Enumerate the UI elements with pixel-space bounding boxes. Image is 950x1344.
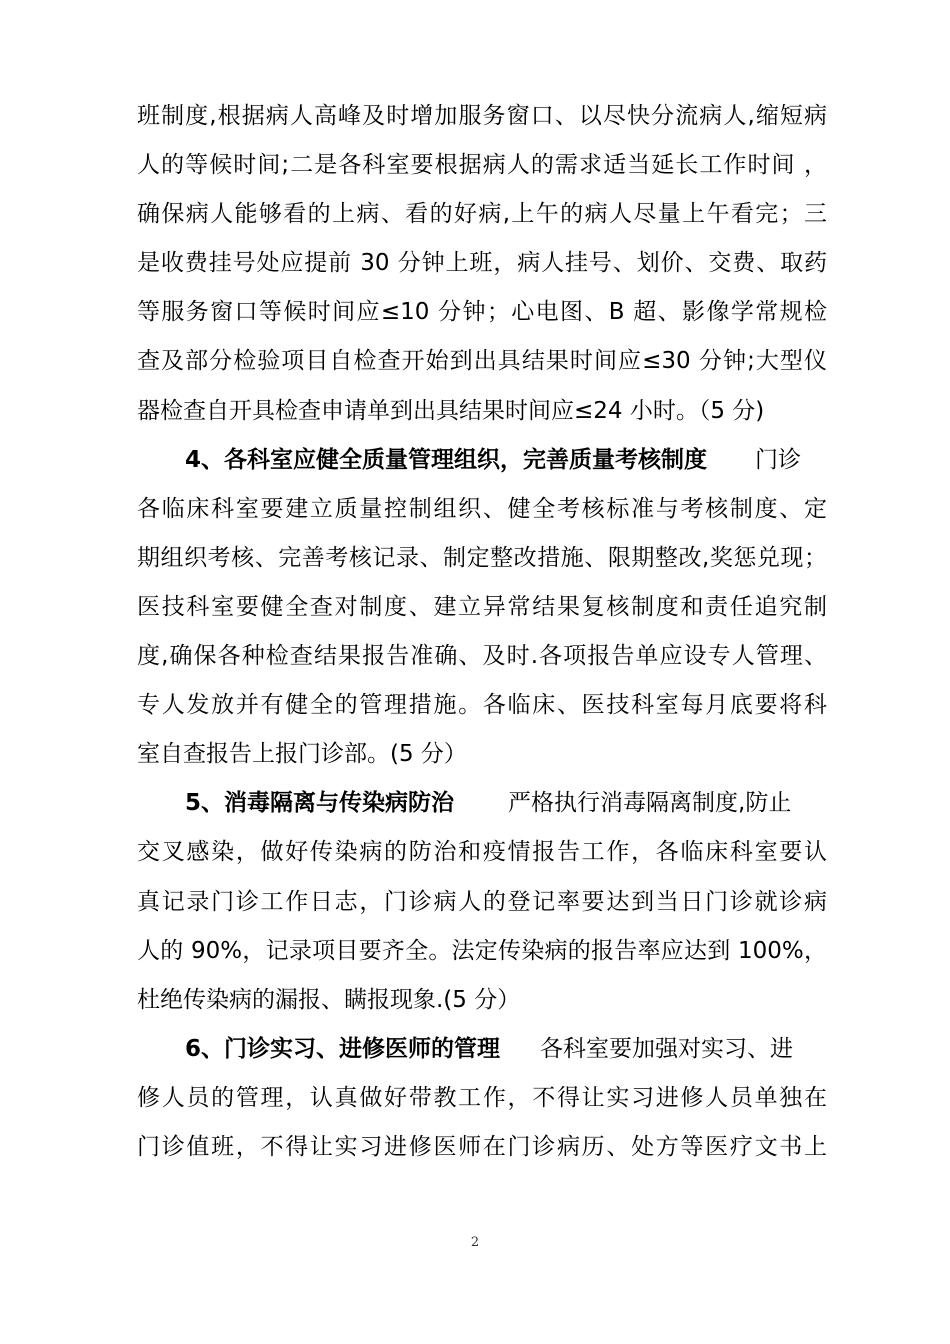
text-line: 人的等候时间;二是各科室要根据病人的需求适当延长工作时间 ， xyxy=(137,152,827,179)
text-line: 是收费挂号处应提前 30 分钟上班，病人挂号、划价、交费、取药 xyxy=(137,250,827,277)
text-line: 门诊值班，不得让实习进修医师在门诊病历、处方等医疗文书上 xyxy=(137,1133,827,1160)
text-line: 器检查自开具检查申请单到出具结果时间应≤24 小时。（5 分) xyxy=(137,397,765,424)
text-line: 交叉感染，做好传染病的防治和疫情报告工作，各临床科室要认 xyxy=(137,839,827,866)
text-line: 真记录门诊工作日志，门诊病人的登记率要达到当日门诊就诊病 xyxy=(137,888,827,915)
text-line: 度,确保各种检查结果报告准确、及时.各项报告单应设专人管理、 xyxy=(137,643,827,670)
section-6-first-line xyxy=(137,1025,827,1074)
text-line: 专人发放并有健全的管理措施。各临床、医技科室每月底要将科 xyxy=(137,692,827,719)
body-text xyxy=(137,92,827,1172)
section-4-first-tail: 门诊 xyxy=(755,446,802,473)
section-4-heading: 4、各科室应健全质量管理组织，完善质量考核制度 xyxy=(185,446,708,473)
text-line: 人的 90%，记录项目要齐全。法定传染病的报告率应达到 100%， xyxy=(137,937,827,964)
text-line: 修人员的管理，认真做好带教工作，不得让实习进修人员单独在 xyxy=(137,1084,827,1111)
section-5-heading: 5、消毒隔离与传染病防治 xyxy=(185,790,455,817)
text-line: 等服务窗口等候时间应≤10 分钟；心电图、B 超、影像学常规检 xyxy=(137,299,827,326)
text-line: 室自查报告上报门诊部。(5 分） xyxy=(137,741,467,768)
text-line: 班制度,根据病人高峰及时增加服务窗口、以尽快分流病人,缩短病 xyxy=(137,103,827,129)
text-line: 各临床科室要建立质量控制组织、健全考核标准与考核制度、定 xyxy=(137,495,827,522)
page-number: 2 xyxy=(470,1235,480,1250)
text-line: 确保病人能够看的上病、看的好病,上午的病人尽量上午看完；三 xyxy=(137,201,827,228)
section-4-first-line xyxy=(137,436,827,485)
text-line: 杜绝传染病的漏报、瞒报现象.(5 分） xyxy=(137,986,521,1013)
section-6-heading: 6、门诊实习、进修医师的管理 xyxy=(185,1035,501,1062)
text-line: 期组织考核、完善考核记录、制定整改措施、限期整改,奖惩兑现； xyxy=(137,544,827,571)
section-5-first-line xyxy=(137,779,827,828)
section-5-first-tail: 严格执行消毒隔离制度,防止 xyxy=(508,790,792,817)
section-6-first-tail: 各科室要加强对实习、进 xyxy=(540,1035,794,1062)
text-line: 医技科室要健全查对制度、建立异常结果复核制度和责任追究制 xyxy=(137,593,827,620)
text-line: 查及部分检验项目自检查开始到出具结果时间应≤30 分钟;大型仪 xyxy=(137,348,827,375)
